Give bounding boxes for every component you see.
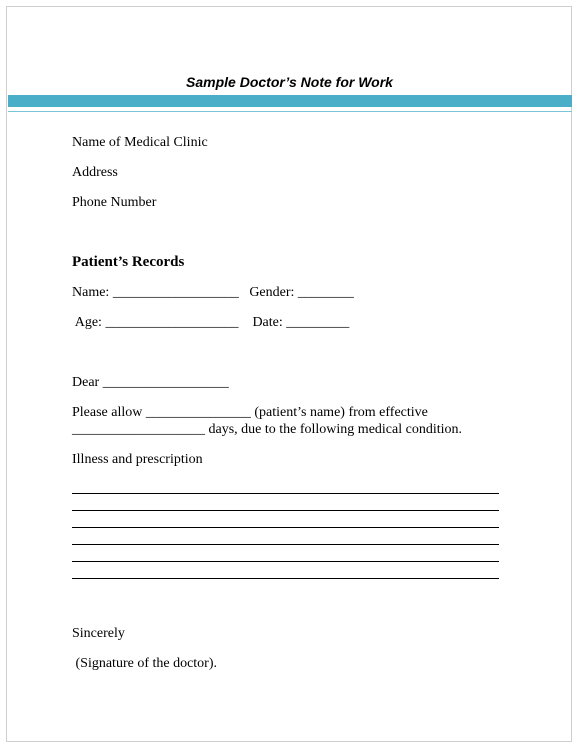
closing-sincerely: Sincerely — [72, 626, 125, 641]
prescription-line — [72, 544, 499, 545]
prescription-line — [72, 493, 499, 494]
records-heading: Patient’s Records — [72, 254, 185, 270]
header-divider — [8, 111, 572, 112]
document-title: Sample Doctor’s Note for Work — [186, 74, 393, 90]
prescription-line — [72, 510, 499, 511]
clinic-name: Name of Medical Clinic — [72, 135, 208, 150]
allow-line-1: Please allow _______________ (patient’s name) from effective — [72, 405, 428, 420]
prescription-line — [72, 578, 499, 579]
prescription-line — [72, 561, 499, 562]
allow-line-2: ___________________ days, due to the following medical condition. — [72, 422, 463, 437]
clinic-phone: Phone Number — [72, 195, 157, 210]
signature-line: (Signature of the doctor). — [72, 656, 218, 671]
dear-line: Dear __________________ — [72, 375, 229, 390]
prescription-line — [72, 527, 499, 528]
clinic-address: Address — [72, 165, 118, 180]
header-band — [8, 95, 572, 107]
name-gender-row: Name: __________________ Gender: ________ — [72, 285, 354, 300]
illness-label: Illness and prescription — [72, 452, 203, 467]
age-date-row: Age: ___________________ Date: _________ — [72, 315, 350, 330]
